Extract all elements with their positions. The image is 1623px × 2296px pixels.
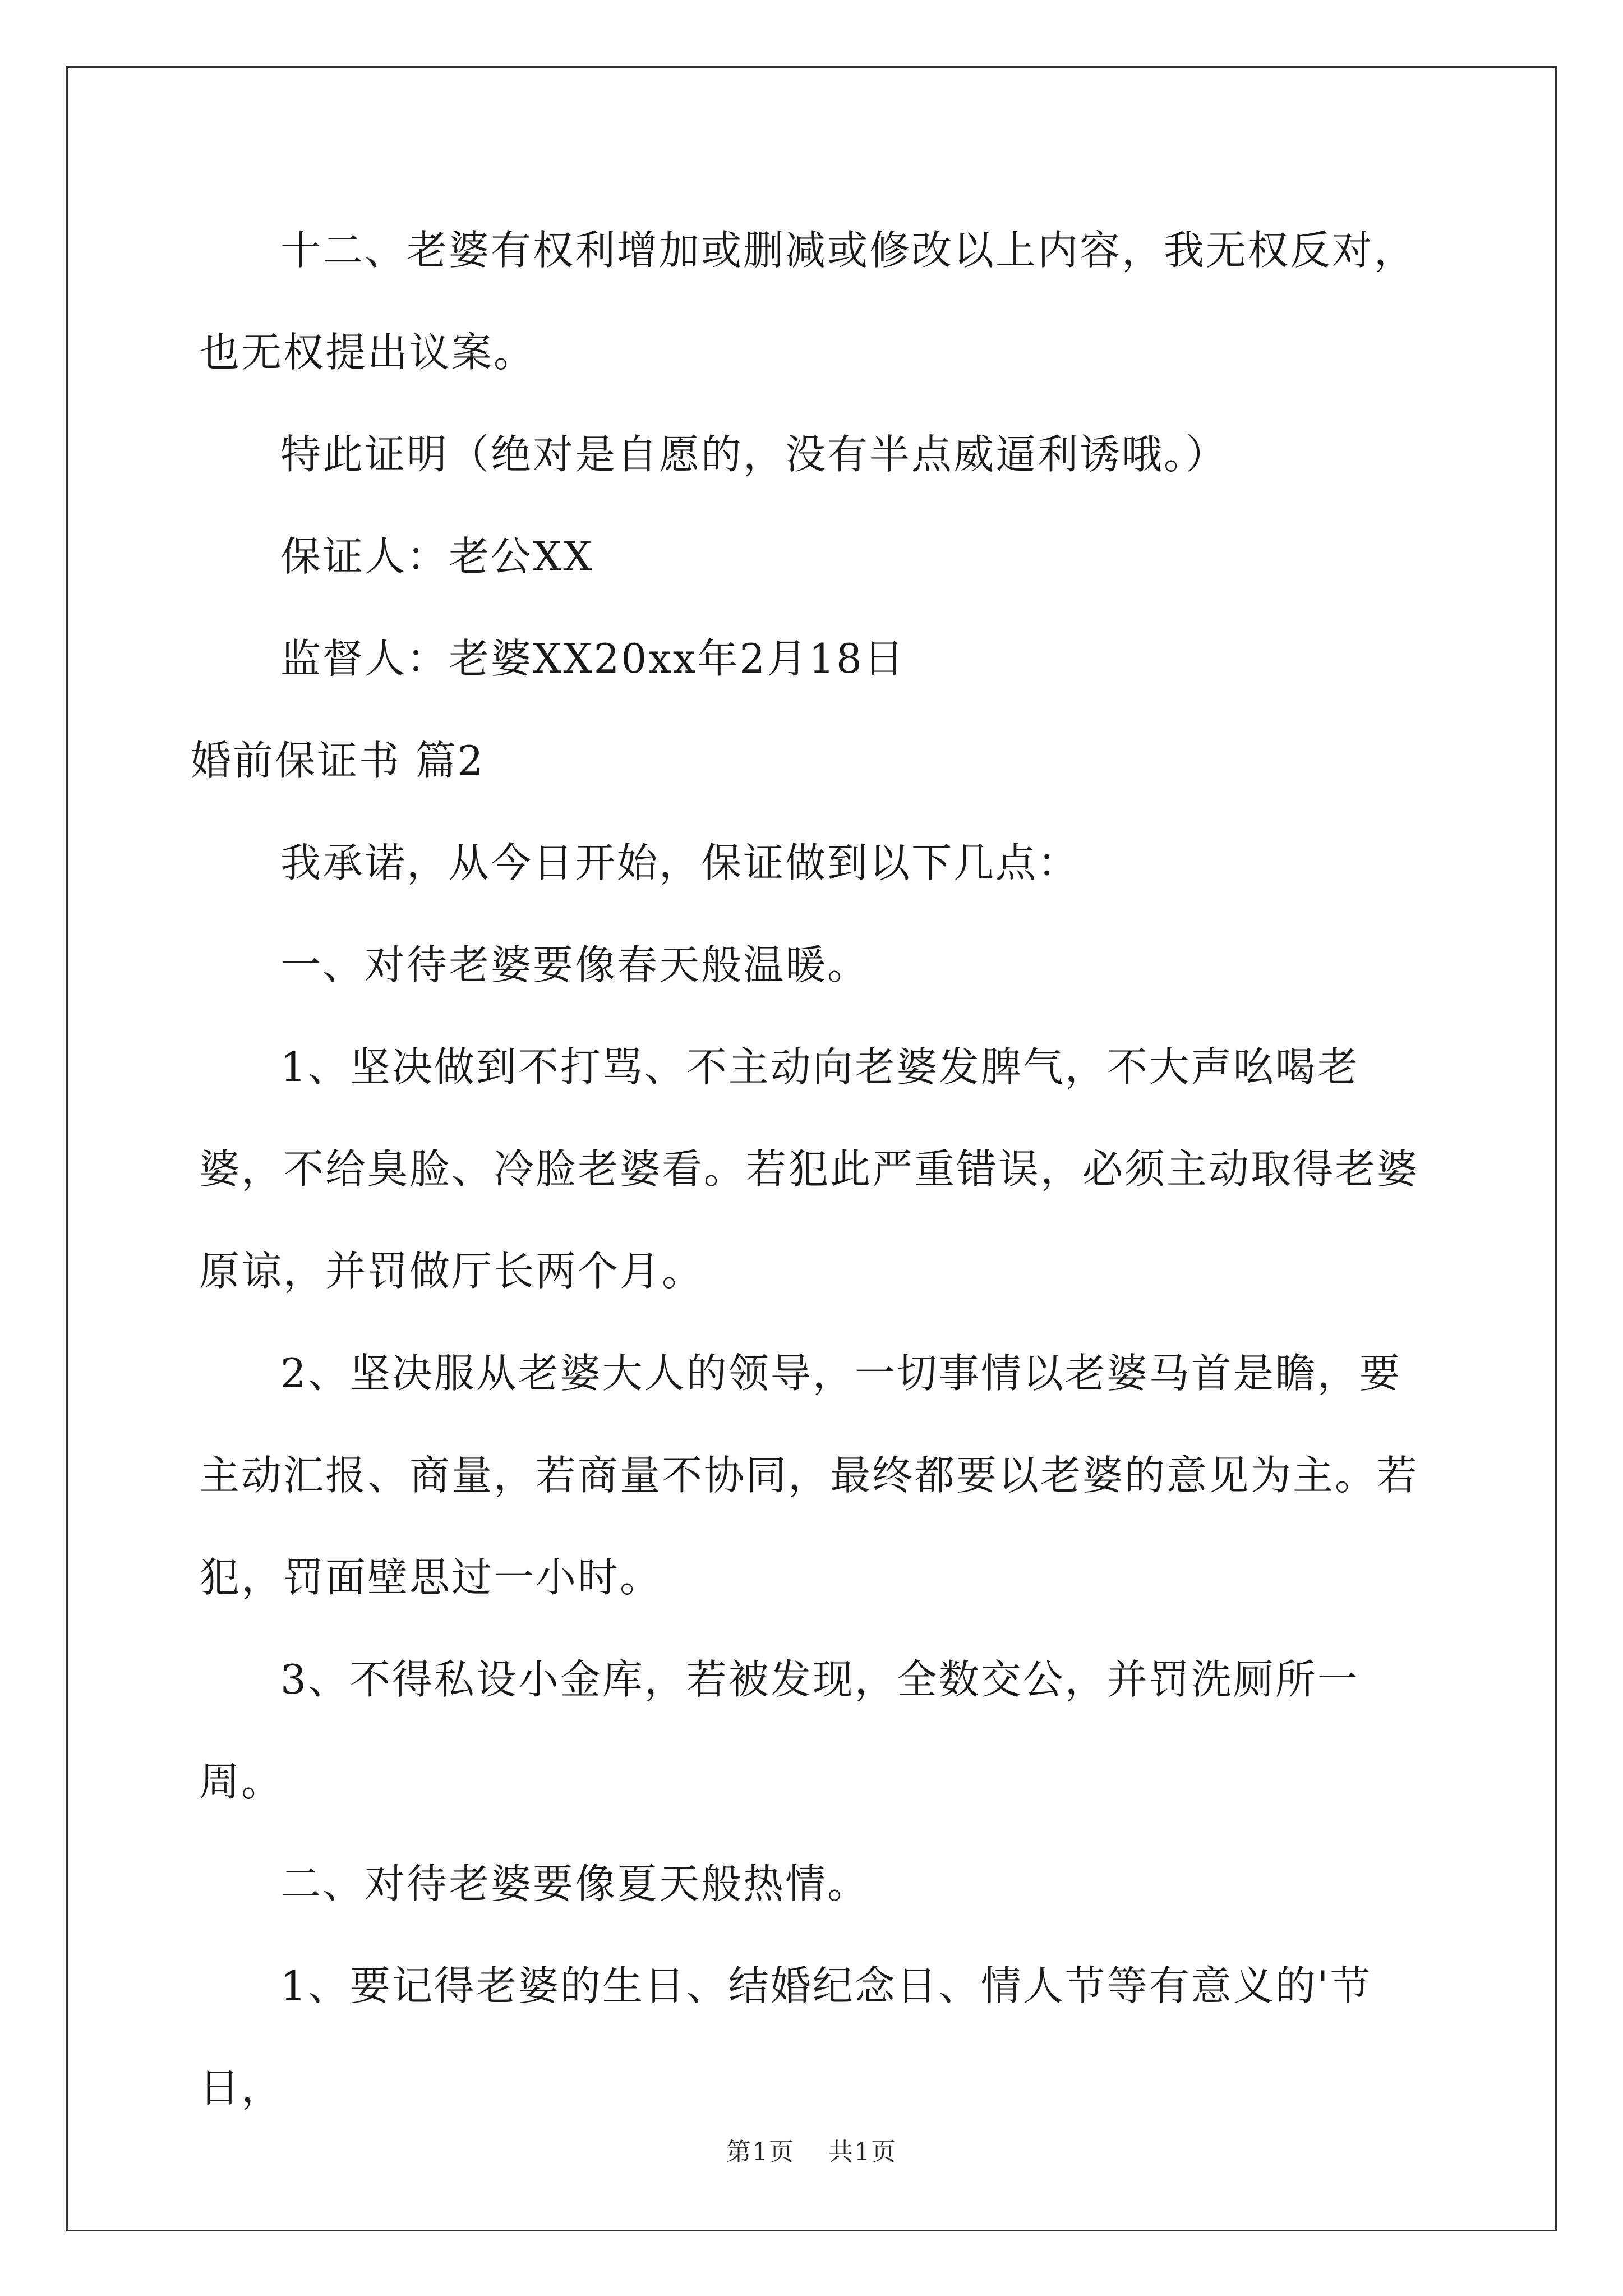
paragraph-item-1-2: 2、坚决服从老婆大人的领导，一切事情以老婆马首是瞻，要主动汇报、商量，若商量不协同，最终都要以老婆的意见为主。若犯，罚面壁思过一小时。: [199, 1350, 1419, 1601]
paragraph-promise-intro: 我承诺，从今日开始，保证做到以下几点：: [280, 839, 1080, 886]
document-body: [191, 199, 1433, 2139]
page-total: 共1页: [828, 2138, 897, 2166]
paragraph-item-1-3: 3、不得私设小金库，若被发现，全数交公，并罚洗厕所一周。: [199, 1656, 1359, 1805]
paragraph-supervisor: 监督人：老婆XX20xx年2月18日: [280, 635, 906, 682]
paragraph-item-2-1: 1、要记得老婆的生日、结婚纪念日、情人节等有意义的'节日，: [199, 1962, 1372, 2111]
paragraph-guarantor: 保证人：老公XX: [280, 533, 594, 580]
page-number: 第1页: [726, 2138, 795, 2166]
paragraph-item-1-1: 1、坚决做到不打骂、不主动向老婆发脾气，不大声吆喝老婆，不给臭脸、冷脸老婆看。若犯此严重错误，必须主动取得老婆原谅，并罚做厅长两个月。: [199, 1043, 1419, 1295]
paragraph-section-two: 二、对待老婆要像夏天般热情。: [280, 1860, 870, 1907]
page-footer: [0, 2132, 1623, 2168]
section-heading: 婚前保证书 篇2: [191, 737, 485, 784]
paragraph-clause-12: 十二、老婆有权利增加或删减或修改以上内容，我无权反对，也无权提出议案。: [199, 227, 1417, 376]
paragraph-section-one: 一、对待老婆要像春天般温暖。: [280, 941, 870, 988]
paragraph-declaration: 特此证明（绝对是自愿的，没有半点威逼利诱哦。）: [280, 431, 1228, 478]
